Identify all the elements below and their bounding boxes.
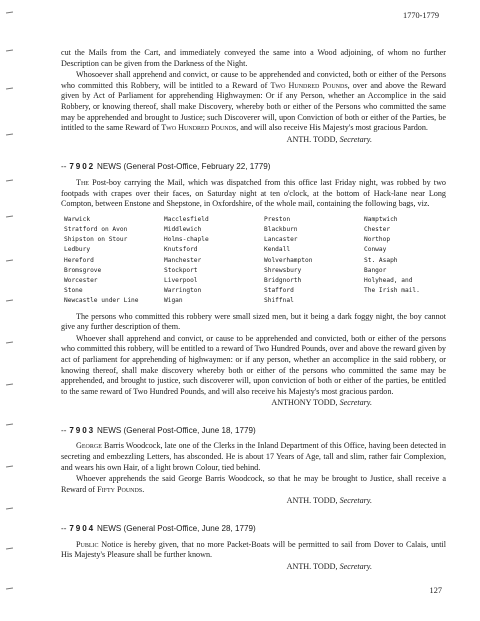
margin-tick-marks [0,0,14,621]
entry-lead-paragraph: The Post-boy carrying the Mail, which was dispatched from this office last Friday night, was robbed by two footpads with crapes over their faces, on Saturday night at ten o'clock, at the bottom of Hack-lane near Long Compton, between Enstone and Shepstone, in Oxfordshire, of the whole mail, containing the following bags, viz. [61,177,446,209]
tick-mark [6,260,13,262]
tick-mark [6,50,13,52]
signature: ANTH. TODD, Secretary. [286,496,372,506]
reward-paragraph: Whosoever shall apprehend and convict, or cause to be apprehended and convicted, both or either of the Persons who committed this Robbery, will be intitled to a Reward of Two Hundred Pounds, over and above the Reward given by Act of Parliament for apprehending Highwaymen: Or if any Person, whether an Accomplice in the said Robbery, or knowing thereof, shall make Discovery, whereby both or either of the Persons who committed the same may be apprehended and brought to Justice; such Discoverer will, upon Conviction of both or either of the Parties, be intitled to the same Reward of Two Hundred Pounds, and will also receive His Majesty's most gracious Pardon. [61,70,446,133]
tick-mark [6,216,13,218]
tick-mark [6,424,13,426]
tick-mark [6,88,13,90]
tick-mark [6,134,13,136]
running-header-years: 1770-1779 [403,11,439,20]
tick-mark [6,384,13,386]
signature: ANTH. TODD, Secretary. [286,561,372,571]
page-number: 127 [429,586,442,596]
tick-mark [6,180,13,182]
entry-heading-7902: -- 7902 NEWS (General Post-Office, February 22, 1779) [61,162,271,172]
tick-mark [6,466,13,468]
table-row: Bromsgrove Stockport Shrewsbury Bangor [64,266,387,274]
entry-heading-7903: -- 7903 NEWS (General Post-Office, June 18, 1779) [61,425,256,435]
tick-mark [6,300,13,302]
tick-mark [6,12,13,14]
entry-lead-paragraph: Public Notice is hereby given, that no more Packet-Boats will be permitted to sail from Dover to Calais, until His Majesty's Pleasure shall be further known. [61,539,446,560]
tick-mark [6,508,13,510]
entry-lead-paragraph: George Barris Woodcock, late one of the Clerks in the Inland Department of this Office, having been detected in secreting and embezzling Letters, has absconded. He is about 17 Years of Age, tall and slim, rather fair Complexion, and wears his own Hair, of a light brown Colour, tied behind. [61,441,446,472]
tick-mark [6,342,13,344]
table-row: Shipston on Stour Holms-chaple Lancaster Northop [64,236,391,244]
table-row: Newcastle under Line Wigan Shiffnal [64,297,294,305]
table-row: Hereford Manchester Wolverhampton St. Asaph [64,256,398,264]
table-row: Stratford on Avon Middlewich Blackburn Chester [64,225,391,233]
entry-paragraph: Whoever apprehends the said George Barris Woodcock, so that he may be brought to Justice, shall receive a Reward of Fifty Pounds. [61,474,446,494]
document-body [61,48,446,572]
table-row: Warwick Macclesfield Preston Namptwich [64,215,398,223]
tick-mark [6,548,13,550]
table-row: Stone Warrington Stafford The Irish mail. [64,287,420,295]
continuation-paragraph: cut the Mails from the Cart, and immediately conveyed the same into a Wood adjoining, of whom no further Description can be given from the Darkness of the Night. [61,48,446,68]
entry-paragraph: The persons who committed this robbery were small sized men, but it being a dark foggy night, the boy cannot give any further description of them. [61,311,446,332]
table-row: Worcester Liverpool Bridgnorth Holyhead, and [64,276,413,284]
entry-paragraph: Whoever shall apprehend and convict, or cause to be apprehended and convicted, both or either of the persons who committed this robbery, will be entitled to a reward of Two Hundred Pounds, over and above the reward given by act of parliament for apprehending of highwaymen: or if any person, whether an accomplice in the said robbery, or knowing thereof, shall make discovery whereby both or either of the persons who committed the same may be apprehended, and brought to justice, such discoverer will, upon conviction of both or either of the parties, be entitled to the same reward of Two Hundred Pounds, and will also receive his Majesty's most gracious pardon. [61,333,446,396]
mail-bags-table [64,215,464,307]
signature: ANTHONY TODD, Secretary. [271,398,372,408]
tick-mark [6,588,13,590]
entry-heading-7904: -- 7904 NEWS (General Post-Office, June 28, 1779) [61,524,256,534]
table-row: Ledbury Knutsford Kendall Conway [64,246,387,254]
signature: ANTH. TODD, Secretary. [286,134,372,144]
